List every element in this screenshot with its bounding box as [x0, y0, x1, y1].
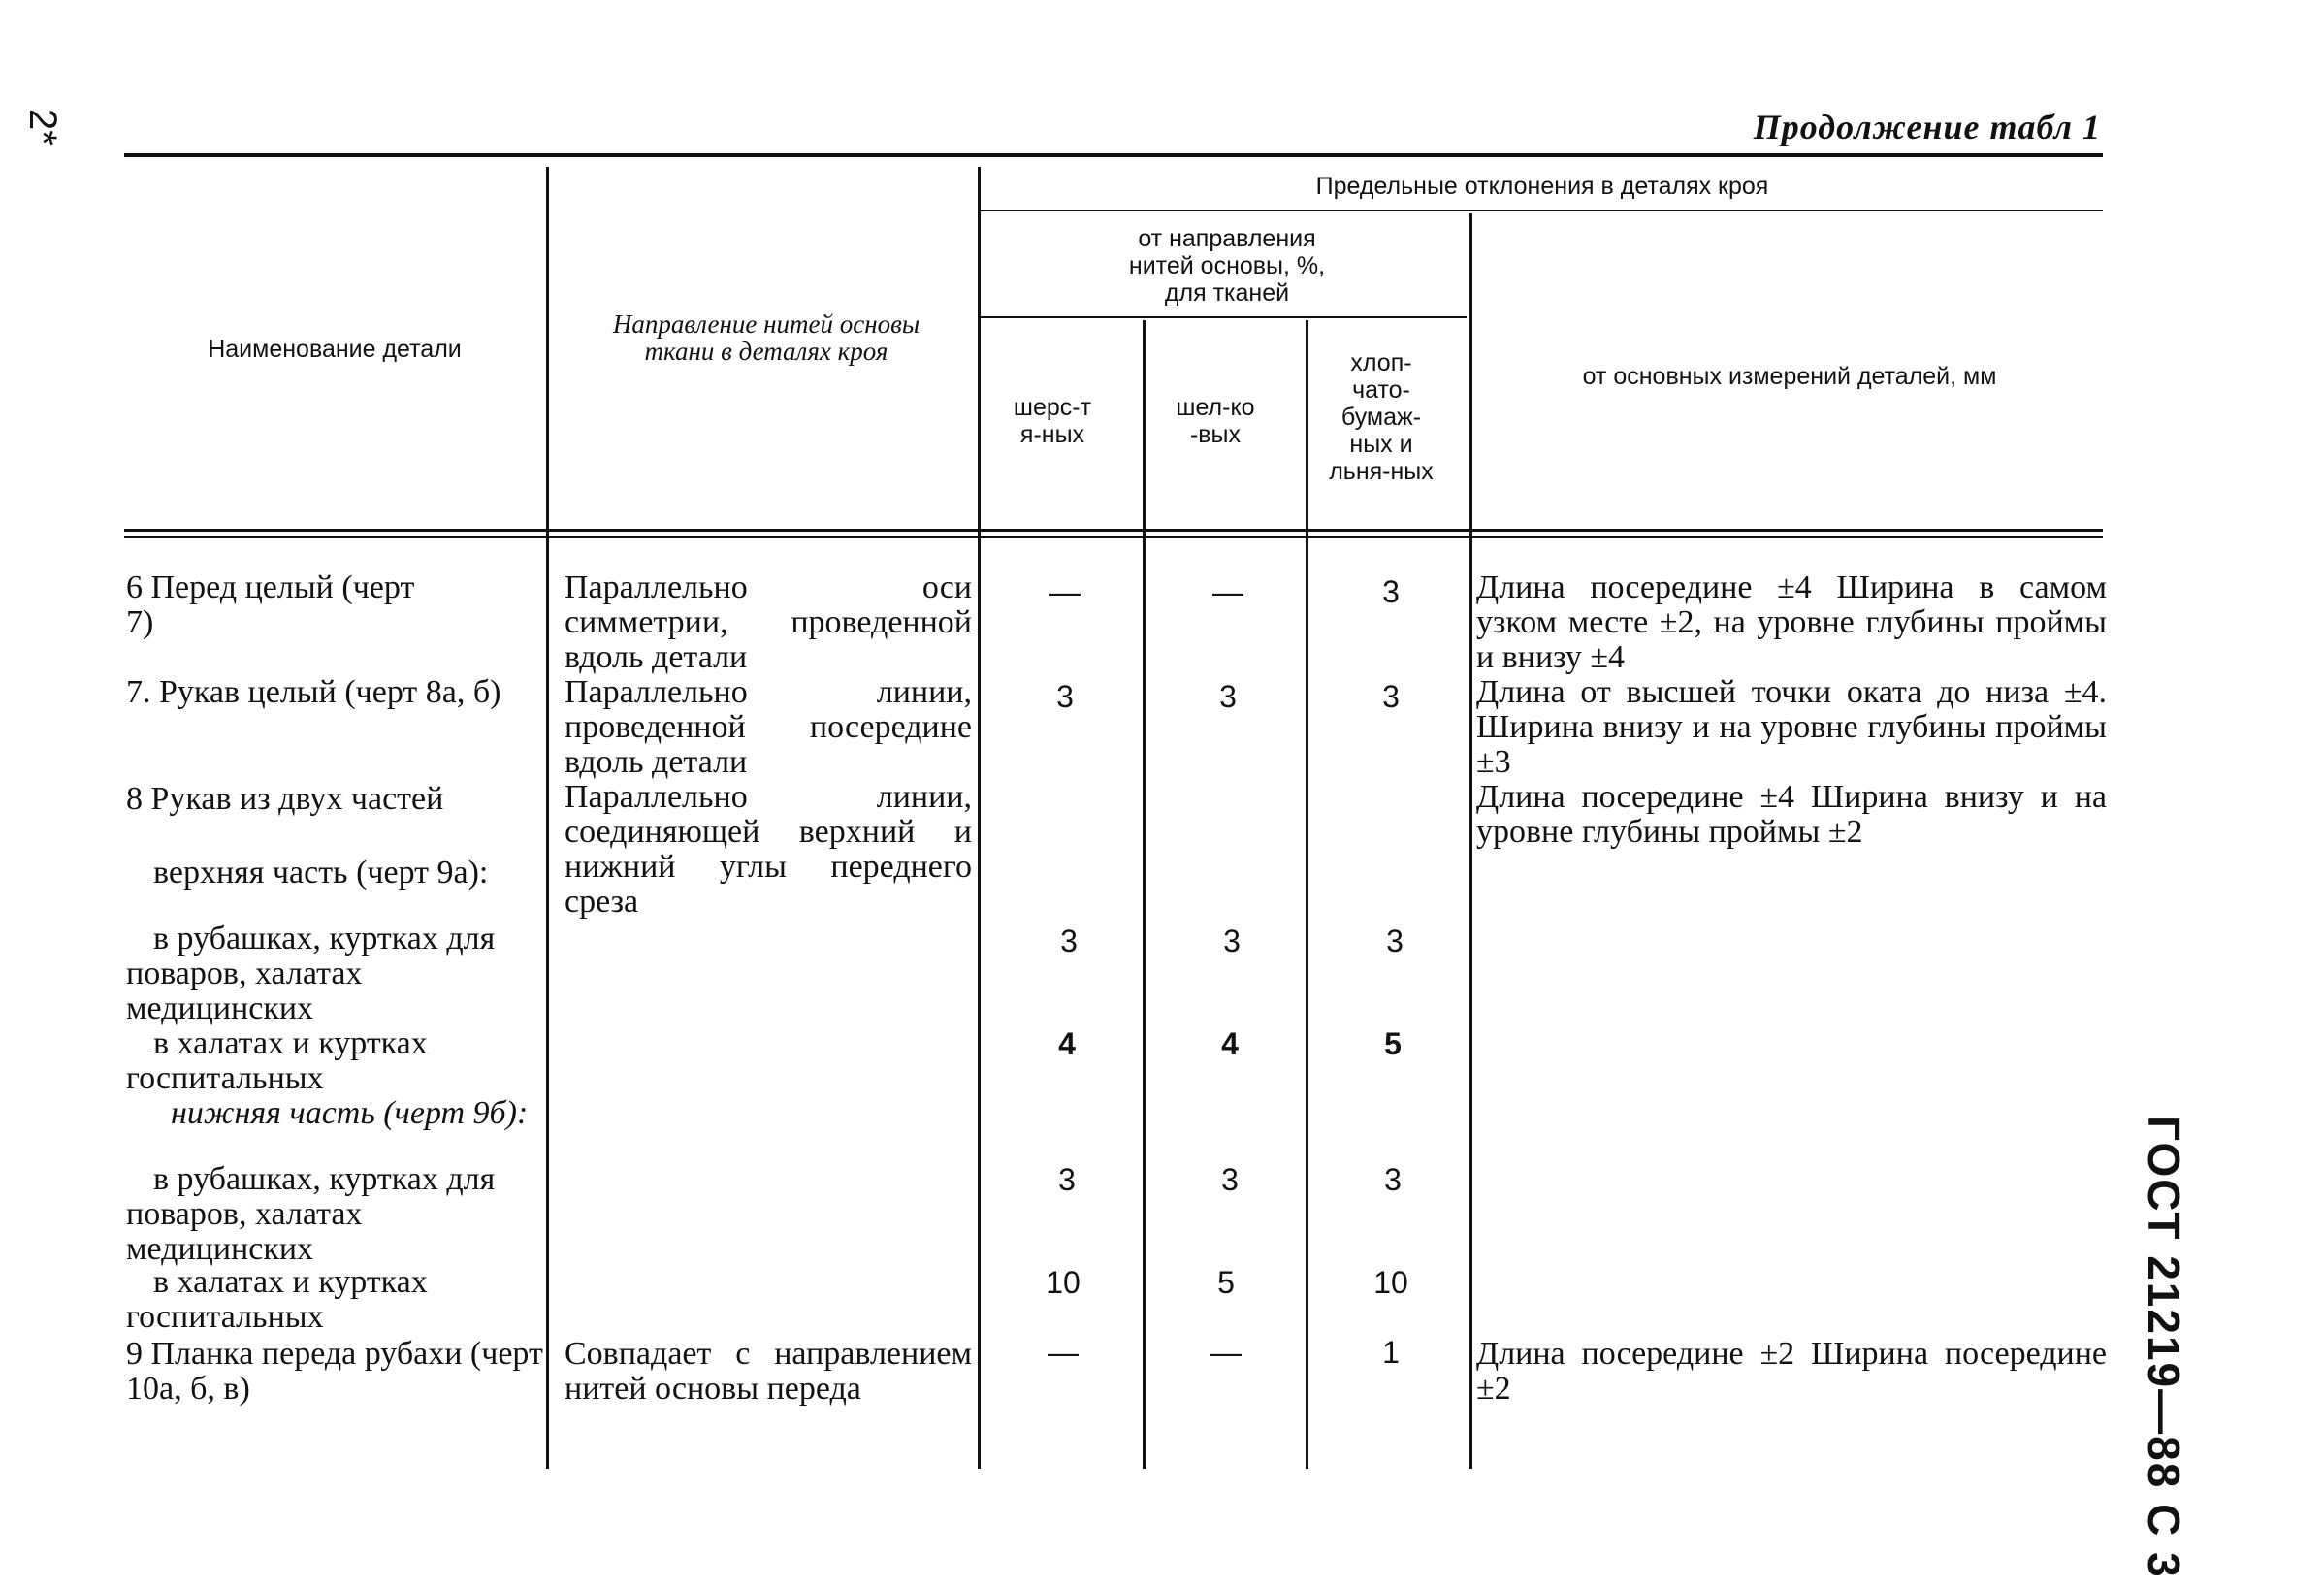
row-name: в рубашках, куртках для поваров, халатах медицинских — [126, 921, 496, 1026]
row-name: в халатах и куртках госпитальных — [126, 1025, 428, 1096]
row-wool: 3 — [1060, 924, 1078, 958]
row-name: 6 Перед целый (черт 7) — [126, 569, 415, 640]
header-detail-name: Наименование детали — [208, 336, 462, 363]
header-bottom-rule-2 — [124, 536, 2103, 538]
row-silk: — — [1212, 574, 1243, 609]
row-wool: 10 — [1046, 1265, 1081, 1300]
row-wool: 3 — [1058, 1162, 1076, 1197]
row-size: Длина от высшей точки оката до низа ±4. Ширина внизу и на уровне глубины проймы ±3 — [1476, 674, 2107, 780]
row-silk: 3 — [1223, 924, 1241, 958]
standard-number: ГОСТ 21219—88 С 3 — [2139, 1116, 2189, 1579]
row-silk: 3 — [1219, 679, 1237, 714]
row-cotton: 5 — [1384, 1026, 1402, 1061]
header-size-deviation: от основных измерений деталей, мм — [1582, 363, 1997, 390]
row-cotton: 3 — [1382, 574, 1400, 609]
row-silk: 3 — [1221, 1162, 1239, 1197]
row-cotton: 1 — [1382, 1335, 1400, 1370]
row-name: в халатах и куртках госпитальных — [126, 1264, 428, 1335]
group-rule — [980, 210, 2103, 211]
col-divider-1 — [546, 167, 549, 1469]
col-divider-3 — [1143, 320, 1146, 1469]
subgroup-rule — [980, 316, 1467, 318]
row-size: Длина посередине ±4 Ширина внизу и на уровне глубины проймы ±2 — [1476, 779, 2107, 850]
row-name: в рубашках, куртках для поваров, халатах медицинских — [126, 1161, 496, 1267]
row-wool: — — [1048, 1335, 1079, 1370]
table-top-rule — [124, 153, 2103, 157]
header-cotton: хлоп-чато-бумаж-ных и льня-ных — [1329, 349, 1434, 485]
header-silk: шел-ко-вых — [1176, 394, 1255, 448]
row-silk: — — [1210, 1335, 1242, 1370]
col-divider-5 — [1469, 213, 1472, 1469]
row-cotton: 3 — [1386, 924, 1404, 958]
col-divider-2 — [978, 167, 981, 1469]
header-thread-direction: Направление нитей основы ткани в деталях кроя — [612, 309, 920, 366]
row-direction: Параллельно линии, проведенной посередине вдоль детали — [565, 674, 972, 780]
row-size: Длина посередине ±4 Ширина в самом узком месте ±2, на уровне глубины проймы и внизу ±4 — [1476, 569, 2107, 675]
header-thread-deviation-percent: от направления нитей основы, %, для тканей — [1128, 225, 1326, 307]
row-cotton: 3 — [1384, 1162, 1402, 1197]
row-name: 8 Рукав из двух частей — [126, 781, 444, 817]
row-cotton: 3 — [1382, 679, 1400, 714]
row-direction: Совпадает с направлением нитей основы переда — [565, 1336, 972, 1407]
row-name: 9 Планка переда рубахи (черт 10а, б, в) — [126, 1336, 543, 1407]
row-silk: 5 — [1217, 1265, 1235, 1300]
row-direction: Параллельно оси симметрии, проведенной вдоль детали — [565, 569, 972, 675]
row-name: верхняя часть (черт 9а): — [153, 855, 489, 891]
header-wool: шерс-тя-ных — [1013, 394, 1092, 448]
table-continuation-title: Продолжение табл 1 — [1753, 108, 2101, 146]
row-silk: 4 — [1221, 1026, 1239, 1061]
row-cotton: 10 — [1373, 1265, 1408, 1300]
row-wool: 3 — [1056, 679, 1074, 714]
row-size: Длина посередине ±2 Ширина посередине ±2 — [1476, 1336, 2107, 1407]
header-limit-deviations: Предельные отклонения в деталях кроя — [1315, 173, 1769, 200]
row-direction: Параллельно линии, соединяющей верхний и нижний углы переднего среза — [565, 779, 972, 920]
page-side-mark: 2* — [21, 109, 64, 146]
row-wool: — — [1049, 574, 1081, 609]
col-divider-4 — [1306, 320, 1308, 1469]
row-name: 7. Рукав целый (черт 8а, б) — [126, 674, 501, 710]
row-name: нижняя часть (черт 9б): — [171, 1095, 529, 1131]
header-bottom-rule — [124, 529, 2103, 532]
row-wool: 4 — [1058, 1026, 1076, 1061]
